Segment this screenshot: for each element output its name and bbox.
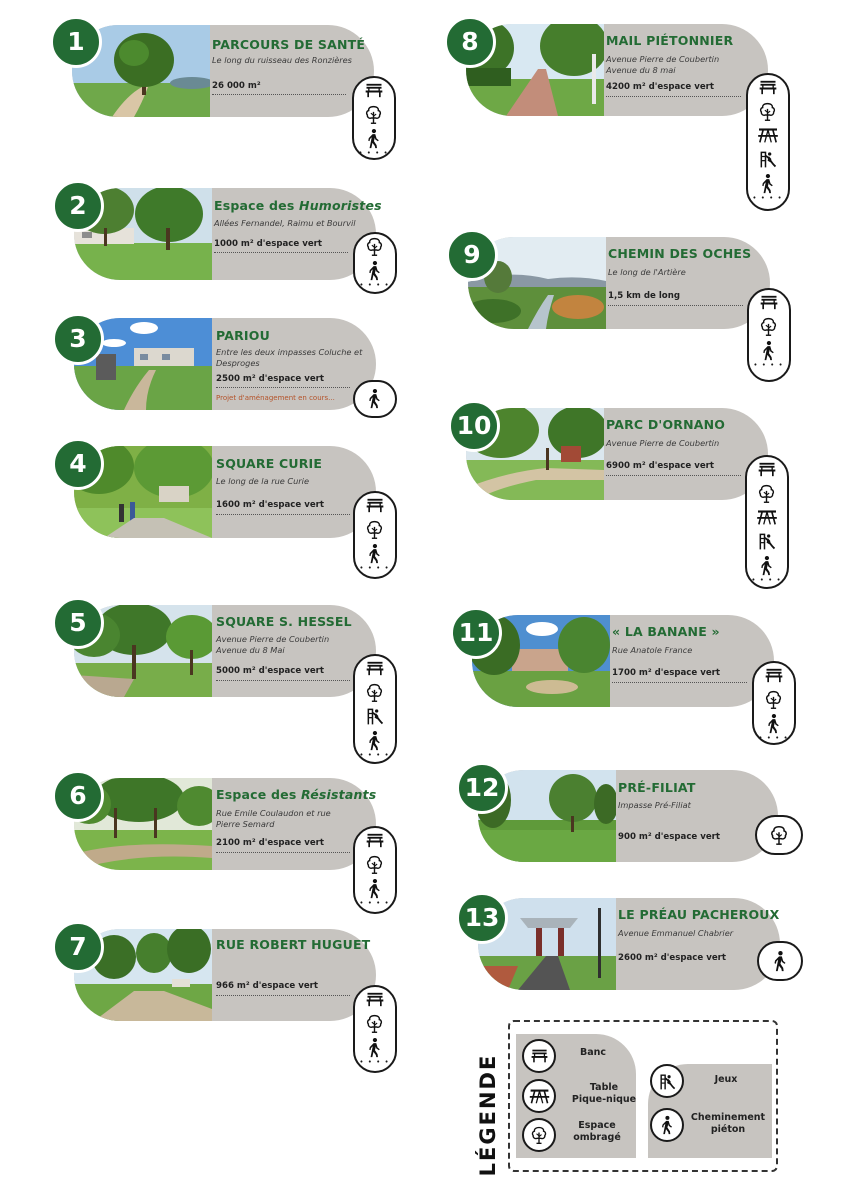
- divider: [216, 514, 350, 515]
- legend-shade-line1: Espace: [578, 1120, 616, 1131]
- legend-shade-line2: ombragé: [573, 1132, 621, 1143]
- bench-icon: [764, 667, 784, 684]
- legend-box: [508, 1020, 778, 1172]
- picnic-table-icon: [756, 508, 778, 526]
- space-area: 1000 m² d'espace vert: [214, 239, 322, 249]
- amenity-icons: [755, 815, 803, 855]
- shade-tree-icon: [364, 236, 385, 257]
- space-address: Rue Anatole France: [612, 645, 693, 655]
- legend-bench: [522, 1039, 556, 1073]
- legend-walk: [650, 1108, 684, 1142]
- divider: [212, 94, 346, 95]
- space-area: 900 m² d'espace vert: [618, 832, 721, 842]
- legend-shade-label: [564, 1120, 630, 1144]
- shade-tree-icon: [768, 824, 790, 846]
- legend-picnic-label: [564, 1082, 644, 1106]
- pedestrian-icon: [364, 388, 385, 409]
- space-address: Impasse Pré-Filiat: [618, 800, 691, 810]
- shade-tree-icon: [364, 519, 385, 540]
- dots-decoration: • • • •: [359, 564, 390, 572]
- dots-decoration: • • • •: [359, 899, 390, 907]
- pedestrian-icon: [657, 1115, 677, 1135]
- space-title: PARC D'ORNANO: [606, 417, 726, 432]
- space-title: PRÉ-FILIAT: [618, 780, 696, 795]
- amenity-icons: [353, 826, 397, 914]
- space-card-3: [74, 318, 376, 410]
- space-number-badge: 7: [52, 921, 104, 973]
- space-card-10: [466, 408, 768, 500]
- amenity-icons: [757, 941, 803, 981]
- amenity-icons: [352, 76, 396, 160]
- legend-picnic: [522, 1079, 556, 1113]
- space-title: SQUARE S. HESSEL: [216, 614, 352, 629]
- bench-icon: [759, 294, 779, 311]
- amenity-icons: [353, 985, 397, 1073]
- playground-icon: [658, 1072, 677, 1091]
- dots-decoration: • • • •: [758, 734, 789, 742]
- space-address: Avenue Pierre de Coubertin: [606, 438, 720, 448]
- playground-icon: [757, 531, 777, 551]
- dots-decoration: • • • •: [358, 149, 389, 157]
- divider: [216, 680, 350, 681]
- title-prefix: Espace des: [214, 198, 300, 213]
- legend-games: [650, 1064, 684, 1098]
- space-title: LE PRÉAU PACHEROUX: [618, 907, 780, 922]
- bench-icon: [757, 461, 777, 478]
- space-title: PARIOU: [216, 328, 270, 343]
- divider: [606, 475, 741, 476]
- pedestrian-icon: [364, 730, 385, 751]
- space-card-13: [478, 898, 780, 990]
- space-area: 5000 m² d'espace vert: [216, 666, 324, 676]
- shade-tree-icon: [758, 316, 779, 337]
- picnic-table-icon: [757, 126, 779, 144]
- bench-icon: [365, 832, 385, 849]
- bench-icon: [365, 497, 385, 514]
- space-title: [214, 198, 382, 213]
- shade-tree-icon: [756, 483, 777, 504]
- space-card-8: [466, 24, 768, 116]
- space-address: Allées Fernandel, Raimu et Bourvil: [214, 218, 356, 228]
- pedestrian-icon: [363, 128, 384, 149]
- space-number-badge: 5: [52, 597, 104, 649]
- divider: [606, 96, 741, 97]
- space-card-5: [74, 605, 376, 697]
- space-area: 2100 m² d'espace vert: [216, 838, 324, 848]
- space-address: Avenue Emmanuel Chabrier: [618, 928, 734, 938]
- pedestrian-icon: [757, 173, 778, 194]
- space-title: MAIL PIÉTONNIER: [606, 33, 734, 48]
- pedestrian-icon: [364, 260, 385, 281]
- legend-walk-line1: Cheminement: [690, 1112, 766, 1123]
- space-number-badge: 8: [444, 16, 496, 68]
- space-title: RUE ROBERT HUGUET: [216, 937, 371, 952]
- space-area: 1,5 km de long: [608, 291, 680, 301]
- title-emphasis: Résistants: [301, 787, 377, 802]
- pedestrian-icon: [364, 1037, 385, 1058]
- dots-decoration: • • • •: [359, 1058, 390, 1066]
- shade-tree-icon: [757, 101, 778, 122]
- shade-tree-icon: [364, 854, 385, 875]
- amenity-icons: [752, 661, 796, 745]
- space-area: 2500 m² d'espace vert: [216, 374, 324, 384]
- legend-picnic-line1: Table: [589, 1082, 619, 1093]
- space-number-badge: 1: [50, 16, 102, 68]
- amenity-icons: [353, 232, 397, 294]
- amenity-icons: [745, 455, 789, 589]
- space-address: Le long du ruisseau des Ronzières: [212, 55, 352, 65]
- space-number-badge: 4: [52, 438, 104, 490]
- playground-icon: [365, 706, 385, 726]
- space-number-badge: 12: [456, 762, 508, 814]
- pedestrian-icon: [364, 543, 385, 564]
- bench-icon: [365, 991, 385, 1008]
- space-area: 1700 m² d'espace vert: [612, 668, 720, 678]
- space-area: 4200 m² d'espace vert: [606, 82, 714, 92]
- dots-decoration: • • • •: [359, 281, 390, 289]
- pedestrian-icon: [756, 555, 777, 576]
- project-note: Projet d'aménagement en cours...: [216, 394, 335, 402]
- bench-icon: [530, 1048, 549, 1064]
- legend-shade: [522, 1118, 556, 1152]
- shade-tree-icon: [763, 689, 784, 710]
- legend-walk-label: [686, 1112, 770, 1136]
- pedestrian-icon: [364, 878, 385, 899]
- shade-tree-icon: [363, 104, 384, 125]
- divider: [608, 305, 743, 306]
- space-card-4: [74, 446, 376, 538]
- amenity-icons: [746, 73, 790, 211]
- space-title: PARCOURS DE SANTÉ: [212, 37, 366, 52]
- space-number-badge: 6: [52, 770, 104, 822]
- space-number-badge: 2: [52, 180, 104, 232]
- space-number-badge: 11: [450, 607, 502, 659]
- space-title: SQUARE CURIE: [216, 456, 323, 471]
- space-card-2: [74, 188, 382, 280]
- space-card-11: [472, 615, 774, 707]
- legend-title: LÉGENDE: [476, 1053, 500, 1177]
- shade-tree-icon: [364, 1013, 385, 1034]
- title-prefix: Espace des: [216, 787, 302, 802]
- divider: [216, 387, 350, 388]
- space-address: Le long de la rue Curie: [216, 476, 309, 486]
- divider: [214, 252, 348, 253]
- space-address: Avenue Pierre de Coubertin Avenue du 8 Mai: [216, 634, 330, 655]
- space-card-1: [72, 25, 374, 117]
- legend-bench-label: Banc: [579, 1047, 607, 1058]
- space-area: 1600 m² d'espace vert: [216, 500, 324, 510]
- bench-icon: [758, 79, 778, 96]
- space-area: 966 m² d'espace vert: [216, 981, 319, 991]
- playground-icon: [758, 149, 778, 169]
- space-title: [216, 787, 376, 802]
- legend-walk-line2: piéton: [710, 1124, 746, 1135]
- amenity-icons: [353, 491, 397, 579]
- bench-icon: [365, 660, 385, 677]
- pedestrian-icon: [758, 340, 779, 361]
- pedestrian-icon: [769, 950, 791, 972]
- space-title: « LA BANANE »: [612, 624, 720, 639]
- space-address: Entre les deux impasses Coluche et Desproges: [216, 347, 363, 368]
- space-card-7: [74, 929, 376, 1021]
- space-area: 26 000 m²: [212, 81, 261, 91]
- space-title: CHEMIN DES OCHES: [608, 246, 752, 261]
- dots-decoration: • • • •: [753, 361, 784, 369]
- space-card-12: [478, 770, 778, 862]
- shade-tree-icon: [364, 682, 385, 703]
- space-number-badge: 3: [52, 313, 104, 365]
- amenity-icons: [353, 654, 397, 764]
- title-emphasis: Humoristes: [299, 198, 382, 213]
- shade-tree-icon: [529, 1125, 549, 1145]
- picnic-table-icon: [529, 1087, 550, 1105]
- bench-icon: [364, 82, 384, 99]
- space-number-badge: 10: [448, 400, 500, 452]
- legend-games-label: Jeux: [714, 1074, 738, 1085]
- space-area: 6900 m² d'espace vert: [606, 461, 714, 471]
- divider: [216, 852, 350, 853]
- space-card-9: [468, 237, 770, 329]
- space-card-6: [74, 778, 376, 870]
- amenity-icons: [747, 288, 791, 382]
- space-area: 2600 m² d'espace vert: [618, 953, 726, 963]
- legend-picnic-line2: Pique-nique: [571, 1094, 637, 1105]
- pedestrian-icon: [763, 713, 784, 734]
- space-address: Avenue Pierre de Coubertin Avenue du 8 mai: [606, 54, 720, 75]
- space-number-badge: 13: [456, 892, 508, 944]
- dots-decoration: • • • •: [751, 576, 782, 584]
- space-address: Rue Emile Coulaudon et rue Pierre Semard: [216, 808, 331, 829]
- divider: [612, 682, 747, 683]
- dots-decoration: • • • •: [359, 751, 390, 759]
- divider: [216, 995, 350, 996]
- amenity-icons: [353, 380, 397, 418]
- space-number-badge: 9: [446, 229, 498, 281]
- space-address: Le long de l'Artière: [608, 267, 686, 277]
- dots-decoration: • • • •: [752, 194, 783, 202]
